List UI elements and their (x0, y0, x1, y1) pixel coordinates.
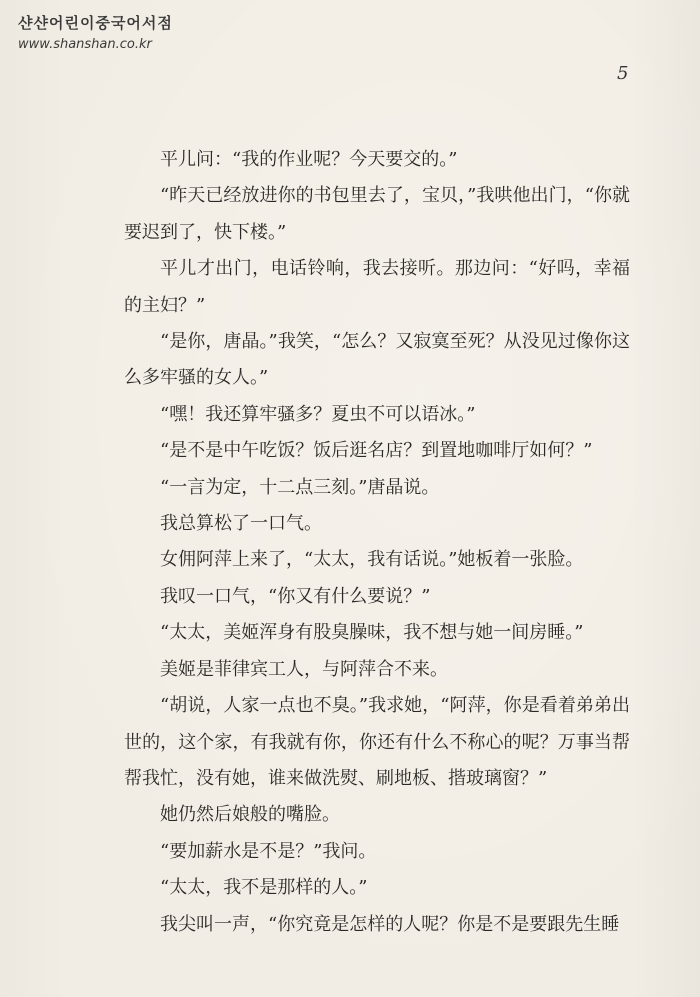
paragraph: “一言为定，十二点三刻。”唐晶说。 (160, 476, 440, 498)
paragraph: “太太，美姬浑身有股臭臊味，我不想与她一间房睡。” (160, 622, 584, 644)
paragraph: 平儿才出门，电话铃响，我去接听。那边问：“好吗，幸福的主妇？” (124, 258, 630, 316)
paragraph: 她仍然后娘般的嘴脸。 (160, 804, 340, 826)
paragraph: “是你，唐晶。”我笑，“怎么？又寂寞至死？从没见过像你这么多牢骚的女人。” (124, 331, 630, 389)
paragraph: 我总算松了一口气。 (160, 513, 322, 535)
paragraph: 美姬是菲律宾工人，与阿萍合不来。 (160, 658, 448, 680)
paragraph: 我尖叫一声，“你究竟是怎样的人呢？你是不是要跟先生睡 (160, 913, 620, 935)
paragraph: “昨天已经放进你的书包里去了，宝贝，”我哄他出门，“你就要迟到了，快下楼。” (124, 185, 630, 243)
watermark (18, 14, 173, 53)
page-number: 5 (617, 63, 629, 84)
watermark-title: 샨샨어린이중국어서점 (18, 14, 173, 32)
paragraph: “胡说，人家一点也不臭。”我求她，“阿萍，你是看着弟弟出世的，这个家，有我就有你，你还有什么不称心的呢？万事当帮帮我忙，没有她，谁来做洗熨、刷地板、揩玻璃窗？” (124, 695, 630, 789)
paragraph: 平儿问：“我的作业呢？今天要交的。” (160, 149, 458, 170)
paragraph: 女佣阿萍上来了，“太太，我有话说。”她板着一张脸。 (160, 549, 584, 571)
paragraph: “嘿！我还算牢骚多？夏虫不可以语冰。” (160, 403, 476, 425)
paragraph: “是不是中午吃饭？饭后逛名店？到置地咖啡厅如何？” (160, 440, 593, 462)
paragraph: 我叹一口气，“你又有什么要说？” (160, 585, 431, 607)
paragraph: “太太，我不是那样的人。” (160, 877, 368, 899)
paragraph: “要加薪水是不是？”我问。 (160, 840, 377, 862)
body-text (124, 142, 630, 943)
watermark-url: www.shanshan.co.kr (18, 36, 152, 52)
